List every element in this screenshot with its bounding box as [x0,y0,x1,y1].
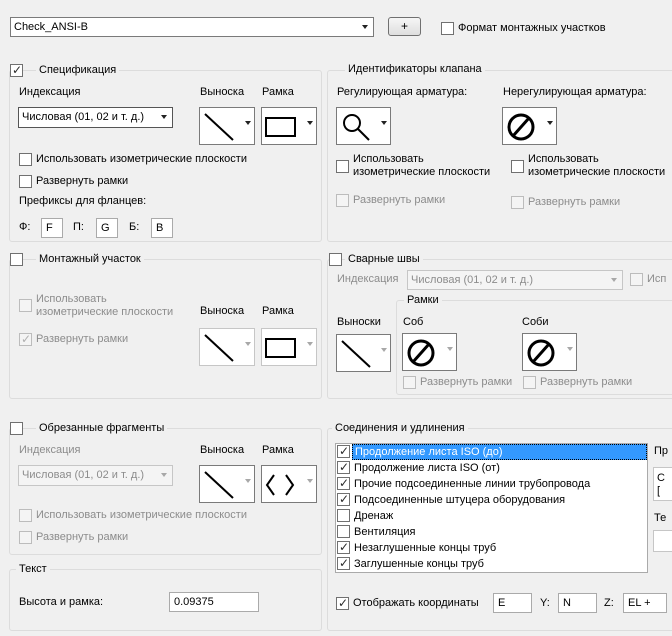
list-item-label: Продолжение листа ISO (от) [354,462,500,474]
chevron-down-icon [245,125,251,137]
chevron-down-icon [447,351,453,363]
spec-checkbox[interactable] [10,64,23,77]
welds-partial-checkbox[interactable] [630,273,643,286]
valve-iso-planes-checkbox-b[interactable] [511,160,524,173]
welds-field-expand-checkbox[interactable] [523,376,536,389]
valve-expand-frames-label-b: Развернуть рамки [528,196,621,208]
welds-callout-label: Выноски [337,316,381,328]
list-item[interactable] [336,460,647,476]
spec-frame-label: Рамка [262,86,294,98]
chevron-down-icon [356,18,373,36]
list-item[interactable] [336,444,647,460]
list-item-label: Подсоединенные штуцера оборудования [354,494,566,506]
side-frag-2: [ [657,485,661,497]
chevron-down-icon [567,351,573,363]
list-item-checkbox[interactable] [337,493,350,506]
spec-expand-frames-label: Развернуть рамки [36,175,129,187]
valve-iso-planes-label-2: изометрические плоскости [353,166,491,178]
valve-expand-frames-checkbox[interactable] [336,194,349,207]
welds-indexing-dropdown[interactable] [407,270,623,290]
valve-expand-frames-label: Развернуть рамки [353,194,446,206]
check-icon: ✓ [339,460,350,474]
coord-y-value: N [563,597,571,609]
valve-iso-planes-checkbox[interactable] [336,160,349,173]
welds-indexing-label: Индексация [337,273,399,285]
list-item[interactable] [336,508,647,524]
rectangle-frame-icon [264,332,300,364]
side-label-2: Те [654,512,667,524]
check-icon: ✓ [339,476,350,490]
chevron-down-icon [381,352,387,364]
prefix-f-label: Ф: [19,221,31,233]
list-item-checkbox[interactable] [337,445,350,458]
list-item[interactable] [336,492,647,508]
list-item-checkbox[interactable] [337,525,350,538]
list-item-checkbox[interactable] [337,461,350,474]
text-height-value: 0.09375 [174,596,214,608]
check-icon: ✓ [21,332,32,346]
spec-indexing-label: Индексация [19,86,81,98]
spec-indexing-value: Числовая (01, 02 и т. д.) [22,111,145,123]
list-item-checkbox[interactable] [337,541,350,554]
profile-dropdown[interactable] [10,17,374,37]
spec-expand-frames-checkbox[interactable] [19,175,32,188]
text-height-label: Высота и рамка: [19,596,104,608]
no-entry-icon [405,337,441,369]
check-icon: ✓ [339,492,350,506]
connections-list[interactable] [335,443,648,573]
list-item-label: Продолжение листа ISO (до) [352,444,647,460]
list-item-label: Дренаж [354,510,394,522]
welds-title: Сварные швы [345,253,423,266]
magnifier-icon [339,111,375,143]
welds-indexing-value: Числовая (01, 02 и т. д.) [411,274,534,286]
cut-title: Обрезанные фрагменты [36,422,167,435]
list-item[interactable] [336,524,647,540]
spec-title: Спецификация [36,64,119,77]
list-item[interactable] [336,476,647,492]
list-item[interactable] [336,540,647,556]
assembly-callout-label: Выноска [200,305,245,317]
welds-field-label: Соби [522,316,549,328]
valve-iso-planes-label-b-2: изометрические плоскости [528,166,666,178]
welds-field-picker[interactable] [522,333,577,371]
angle-brackets-frame-icon [264,469,300,501]
side-frag-1: С [657,472,665,484]
show-coords-label: Отображать координаты [353,597,479,609]
assembly-frame-picker[interactable] [261,328,317,366]
leader-line-icon [202,332,238,364]
side-list-box[interactable] [653,467,672,501]
coord-z-label: Z: [604,597,614,609]
side-input-box[interactable] [653,530,672,552]
chevron-down-icon [245,483,251,495]
assembly-callout-picker[interactable] [199,328,255,366]
cut-checkbox[interactable] [10,422,23,435]
welds-shop-expand-label: Развернуть рамки [420,376,513,388]
list-item-checkbox[interactable] [337,509,350,522]
assembly-frame-label: Рамка [262,305,294,317]
no-entry-icon [525,337,561,369]
cut-frame-picker[interactable] [261,465,317,503]
regulating-label: Регулирующая арматура: [337,86,468,98]
flange-prefixes-label: Префиксы для фланцев: [19,195,147,207]
chevron-down-icon [381,125,387,137]
text-height-input[interactable] [169,592,259,612]
coord-y-label: Y: [540,597,550,609]
profile-value: Check_ANSI-B [14,21,88,33]
cut-expand-frames-label: Развернуть рамки [36,531,129,543]
list-item-label: Вентиляция [354,526,416,538]
regulating-symbol-picker[interactable] [336,107,391,145]
prefix-b-label: Б: [129,221,140,233]
chevron-down-icon [605,271,622,289]
show-coords-checkbox[interactable] [336,597,349,610]
list-item[interactable] [336,556,647,572]
connections-title: Соединения и удлинения [332,422,468,435]
coord-e-value: E [498,597,506,609]
assembly-format-checkbox[interactable] [441,22,454,35]
assembly-title: Монтажный участок [36,253,144,266]
side-label-1: Пр [654,445,669,457]
list-item-label: Незаглушенные концы труб [354,542,497,554]
welds-partial-label: Исп [647,273,667,285]
cut-expand-frames-checkbox[interactable] [19,531,32,544]
check-icon: ✓ [12,63,23,77]
spec-callout-picker[interactable] [199,107,255,145]
chevron-down-icon [245,346,251,358]
prefix-p-value: G [101,222,110,234]
spec-iso-planes-checkbox[interactable] [19,153,32,166]
assembly-format-label: Формат монтажных участков [458,22,606,34]
assembly-iso-planes-label-2: изометрические плоскости [36,306,174,318]
rectangle-frame-icon [264,111,300,143]
spec-callout-label: Выноска [200,86,245,98]
leader-line-icon [339,338,375,370]
welds-shop-expand-checkbox[interactable] [403,376,416,389]
coord-z-input[interactable] [623,593,667,613]
cut-iso-planes-label: Использовать изометрические плоскости [36,509,247,521]
chevron-down-icon [307,346,313,358]
welds-field-expand-label: Развернуть рамки [540,376,633,388]
check-icon: ✓ [339,540,350,554]
check-icon: ✓ [338,596,349,610]
assembly-iso-planes-label-1: Использовать [36,293,107,305]
valve-expand-frames-checkbox-b[interactable] [511,196,524,209]
prefix-b-input[interactable] [151,218,173,238]
leader-line-icon [202,111,238,143]
cut-indexing-dropdown[interactable] [18,465,173,486]
chevron-down-icon [307,125,313,137]
cut-frame-label: Рамка [262,444,294,456]
cut-callout-picker[interactable] [199,465,255,503]
assembly-iso-planes-checkbox[interactable] [19,299,32,312]
welds-shop-picker[interactable] [402,333,457,371]
list-item-label: Прочие подсоединенные линии трубопровода [354,478,591,490]
spec-iso-planes-label: Использовать изометрические плоскости [36,153,247,165]
valve-iso-planes-label-1: Использовать [353,153,424,165]
prefix-b-value: B [156,222,164,234]
welds-shop-label: Соб [403,316,424,328]
welds-callout-picker[interactable] [336,334,391,372]
text-title: Текст [16,563,50,576]
check-icon: ✓ [339,556,350,570]
cut-indexing-value: Числовая (01, 02 и т. д.) [22,469,145,481]
nonregulating-symbol-picker[interactable] [502,107,557,145]
nonregulating-label: Нерегулирующая арматура: [503,86,647,98]
cut-indexing-label: Индексация [19,444,81,456]
prefix-p-input[interactable] [96,218,118,238]
chevron-down-icon [155,108,172,126]
spec-frame-picker[interactable] [261,107,317,145]
cut-callout-label: Выноска [200,444,245,456]
no-entry-icon [505,111,541,143]
add-button-label: + [400,19,408,33]
coord-z-value: EL + [628,597,651,609]
welds-checkbox[interactable] [329,253,342,266]
check-icon: ✓ [339,444,350,458]
cut-iso-planes-checkbox[interactable] [19,509,32,522]
valve-iso-planes-label-b-1: Использовать [528,153,599,165]
assembly-expand-frames-checkbox[interactable] [19,333,32,346]
prefix-f-value: F [46,222,53,234]
chevron-down-icon [547,125,553,137]
coord-e-input[interactable] [493,593,532,613]
prefix-f-input[interactable] [41,218,63,238]
leader-line-icon [202,469,238,501]
list-item-checkbox[interactable] [337,477,350,490]
assembly-expand-frames-label: Развернуть рамки [36,333,129,345]
chevron-down-icon [155,466,172,484]
add-button[interactable] [388,17,421,36]
assembly-checkbox[interactable] [10,253,23,266]
coord-y-input[interactable] [558,593,597,613]
list-item-checkbox[interactable] [337,557,350,570]
chevron-down-icon [307,483,313,495]
welds-frames-title: Рамки [404,294,442,307]
prefix-p-label: П: [73,221,84,233]
list-item-label: Заглушенные концы труб [354,558,484,570]
spec-indexing-dropdown[interactable] [18,107,173,128]
valve-title: Идентификаторы клапана [345,63,485,76]
